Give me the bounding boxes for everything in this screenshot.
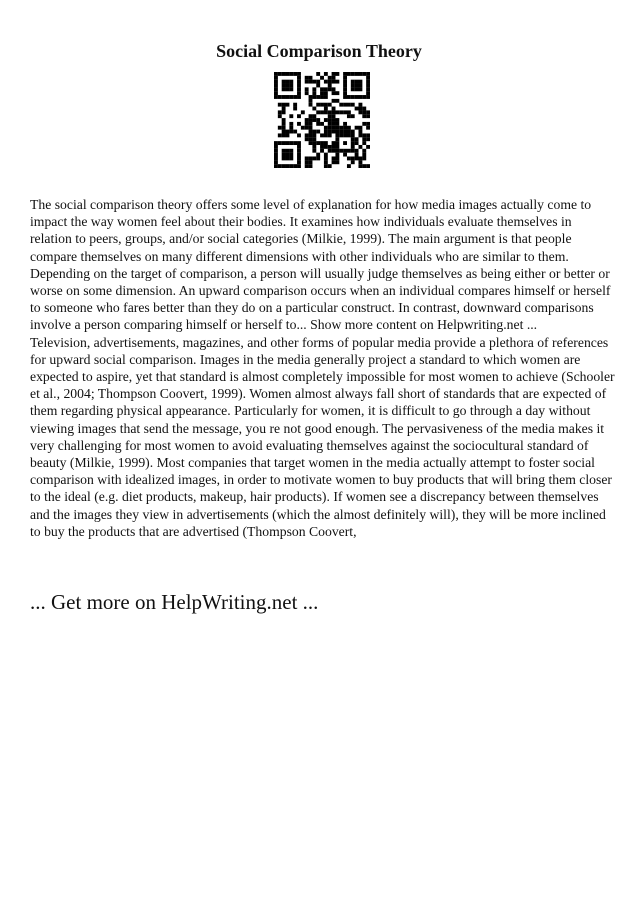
qr-code-icon (274, 72, 370, 168)
paragraph-1: The social comparison theory offers some level of explanation for how media images actually come to impact the way women feel about their bodies. It examines how individuals evaluate themselves in relation to peers, groups, and/or social categories (Milkie, 1999). The main argument is that people compare themselves on many different dimensions with other individuals who are similar to them. Depending on the target of comparison, a person will usually judge themselves as being either or better or worse on some dimension. An upward comparison occurs when an individual compares himself or herself to someone who fares better than they do on a particular construct. In contrast, downward comparisons involve a person comparing himself or herself to... Show more content on Helpwriting.net ... (30, 197, 611, 333)
paragraph-2: Television, advertisements, magazines, and other forms of popular media provide a plethora of references for upward social comparison. Images in the media generally project a standard to which women are expected to aspire, yet that standard is almost completely impossible for most women to achieve (Schooler et al., 2004; Thompson Coovert, 1999). Women almost always fall short of standards that are expected of them regarding physical appearance. Particularly for women, it is difficult to go through a day without viewing images that send the message, you re not good enough. The pervasiveness of the media makes it very challenging for most women to avoid evaluating themselves against the sociocultural standard of beauty (Milkie, 1999). Most companies that target women in the media actually attempt to foster social comparison with idealized images, in order to motivate women to buy products that will bring them closer to the ideal (e.g. diet products, makeup, hair products). If women see a discrepancy between themselves and the images they view in advertisements (which the almost definitely will), they will be more inclined to buy the products that are advertised (Thompson Coovert, (30, 334, 615, 539)
document-title: Social Comparison Theory (216, 41, 422, 61)
qr-code-graphic (274, 72, 370, 168)
get-more-link[interactable]: ... Get more on HelpWriting.net ... (30, 590, 319, 614)
document-body (30, 196, 616, 540)
